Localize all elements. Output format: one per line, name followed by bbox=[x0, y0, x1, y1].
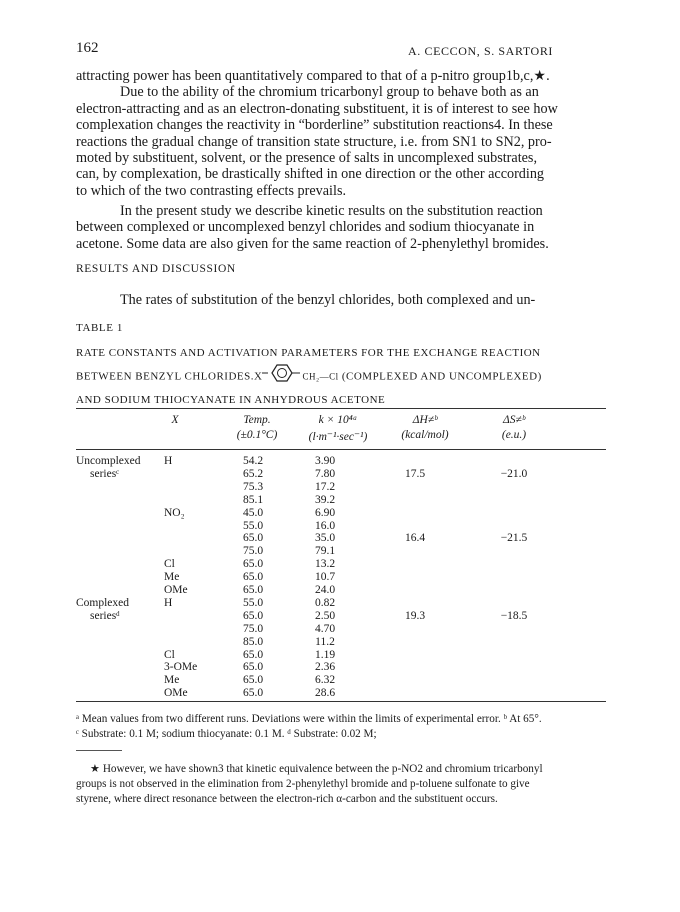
table-row bbox=[0, 636, 680, 649]
cell-x: 3-OMe bbox=[164, 661, 198, 674]
title-group: CH₂—Cl bbox=[302, 371, 339, 382]
table-row bbox=[0, 623, 680, 636]
table-title-line-2 bbox=[76, 364, 616, 390]
p1-line: complexation changes the reactivity in “borderline” substitution reactions4. In these bbox=[76, 117, 553, 134]
cell-k: 6.32 bbox=[314, 674, 336, 687]
cell-x: Cl bbox=[164, 648, 175, 661]
page-number: 162 bbox=[76, 40, 99, 56]
table-row bbox=[0, 507, 680, 520]
table-row bbox=[0, 610, 680, 623]
cell-k: 3.90 bbox=[314, 455, 336, 467]
running-head: A. CECCON, S. SARTORI bbox=[408, 44, 554, 58]
cell-ds: −21.5 bbox=[500, 532, 528, 545]
benzene-ring-icon bbox=[262, 364, 302, 390]
p2-line: In the present study we describe kinetic results on the substitution reaction bbox=[120, 203, 543, 219]
p1-line: attracting power has been quantitatively compared to that of a p-nitro group1b,c,★. bbox=[76, 68, 550, 84]
cell-temp: 55.0 bbox=[242, 519, 264, 532]
cell-dh: 19.3 bbox=[404, 609, 426, 622]
cell-x: Me bbox=[164, 674, 180, 687]
table-row bbox=[0, 481, 680, 494]
footnote-line: ★ However, we have shown3 that kinetic equivalence between the p-NO2 and chromium tricarbonyl bbox=[90, 763, 543, 775]
table-footnote-2: ᶜ Substrate: 0.1 M; sodium thiocyanate: 0.1 M. ᵈ Substrate: 0.02 M; bbox=[76, 728, 377, 740]
col-header-dh: ΔH≠ᵇ bbox=[412, 414, 438, 426]
p2-line: between complexed or uncomplexed benzyl chlorides and sodium thiocyanate in bbox=[76, 219, 535, 236]
cell-x: NO₂ bbox=[164, 506, 185, 519]
paragraph-3: The rates of substitution of the benzyl chlorides, both complexed and un- bbox=[120, 292, 536, 308]
col-header-dh-unit: (kcal/mol) bbox=[401, 429, 449, 441]
cell-series: seriesᵈ bbox=[90, 609, 120, 622]
cell-k: 7.80 bbox=[314, 467, 336, 480]
cell-k: 2.50 bbox=[314, 609, 336, 622]
cell-temp: 65.0 bbox=[242, 609, 264, 622]
cell-temp: 75.0 bbox=[242, 622, 264, 635]
cell-x: H bbox=[164, 596, 173, 609]
cell-temp: 65.0 bbox=[242, 532, 264, 545]
cell-k: 10.7 bbox=[314, 571, 336, 584]
cell-k: 35.0 bbox=[314, 532, 336, 545]
col-header-ds-unit: (e.u.) bbox=[501, 429, 527, 441]
p1-line: to which of the two contrasting effects prevails. bbox=[76, 182, 347, 199]
cell-temp: 65.0 bbox=[242, 584, 264, 596]
table-title-line-3: AND SODIUM THIOCYANATE IN ANHYDROUS ACETONE bbox=[76, 394, 386, 406]
table-row bbox=[0, 520, 680, 533]
cell-ds: −21.0 bbox=[500, 467, 528, 480]
title-post: (COMPLEXED AND UNCOMPLEXED) bbox=[341, 370, 542, 383]
cell-k: 13.2 bbox=[314, 558, 336, 571]
cell-temp: 65.0 bbox=[242, 558, 264, 571]
table-header-rule bbox=[76, 449, 606, 450]
cell-temp: 65.2 bbox=[242, 467, 264, 480]
table-title-line-1: RATE CONSTANTS AND ACTIVATION PARAMETERS FOR THE EXCHANGE REACTION bbox=[76, 347, 541, 359]
table-label: TABLE 1 bbox=[76, 322, 124, 334]
p1-line: Due to the ability of the chromium tricarbonyl group to behave both as an bbox=[120, 84, 539, 101]
footnote-line: groups is not observed in the elimination from 2-phenylethyl bromide and p-toluene sulfonate to give bbox=[76, 778, 530, 790]
p1-line: reactions the gradual change of transition state structure, i.e. from SN1 to SN2, pro- bbox=[76, 133, 552, 150]
col-header-x: X bbox=[171, 414, 179, 426]
cell-temp: 65.0 bbox=[242, 648, 264, 661]
table-row bbox=[0, 674, 680, 687]
cell-temp: 65.0 bbox=[242, 687, 264, 700]
cell-k: 1.19 bbox=[314, 648, 336, 661]
cell-k: 39.2 bbox=[314, 493, 336, 506]
table-row bbox=[0, 558, 680, 571]
table-row bbox=[0, 597, 680, 610]
title-pre: BETWEEN BENZYL CHLORIDES.X bbox=[76, 370, 263, 383]
cell-ds: −18.5 bbox=[500, 609, 528, 622]
cell-x: Cl bbox=[164, 558, 175, 571]
cell-k: 4.70 bbox=[314, 622, 336, 635]
cell-temp: 65.0 bbox=[242, 661, 264, 674]
section-heading: RESULTS AND DISCUSSION bbox=[76, 263, 236, 275]
cell-k: 79.1 bbox=[314, 545, 336, 558]
cell-x: Me bbox=[164, 571, 180, 584]
cell-x: OMe bbox=[164, 584, 188, 596]
p1-line: moted by substituent, solvent, or the presence of salts in uncomplexed substrates, bbox=[76, 150, 538, 167]
paragraph-1 bbox=[76, 68, 612, 199]
cell-temp: 75.0 bbox=[242, 545, 264, 558]
table-row bbox=[0, 571, 680, 584]
table-row bbox=[0, 584, 680, 597]
table-footnote-1: ᵃ Mean values from two different runs. Deviations were within the limits of experimental error. ᵇ At 65°. bbox=[76, 713, 542, 725]
table-row bbox=[0, 455, 680, 468]
table-row bbox=[0, 494, 680, 507]
p1-line: electron-attracting and as an electron-donating substituent, it is of interest to see how bbox=[76, 100, 558, 117]
cell-series: Uncomplexed bbox=[76, 455, 141, 467]
footnote-rule bbox=[76, 750, 122, 751]
col-header-k: k × 10⁴ᵃ bbox=[318, 414, 358, 426]
footnote-line: styrene, where direct resonance between the electron-rich α-carbon and the substituent occurs. bbox=[76, 793, 498, 805]
col-header-temp: Temp. bbox=[243, 414, 271, 426]
cell-k: 17.2 bbox=[314, 480, 336, 493]
cell-temp: 85.1 bbox=[242, 493, 264, 506]
table-row bbox=[0, 545, 680, 558]
table-row bbox=[0, 468, 680, 481]
cell-temp: 65.0 bbox=[242, 571, 264, 584]
table-row bbox=[0, 661, 680, 674]
cell-k: 16.0 bbox=[314, 519, 336, 532]
cell-temp: 55.0 bbox=[242, 596, 264, 609]
page-footnote bbox=[76, 762, 616, 807]
cell-k: 2.36 bbox=[314, 661, 336, 674]
p2-line: acetone. Some data are also given for the same reaction of 2-phenylethyl bromides. bbox=[76, 235, 549, 252]
cell-dh: 16.4 bbox=[404, 532, 426, 545]
table-title bbox=[76, 343, 616, 411]
col-header-temp-unit: (±0.1°C) bbox=[236, 429, 278, 441]
cell-k: 24.0 bbox=[314, 584, 336, 596]
cell-k: 6.90 bbox=[314, 506, 336, 519]
col-header-ds: ΔS≠ᵇ bbox=[503, 414, 525, 426]
cell-temp: 75.3 bbox=[242, 480, 264, 493]
table-bottom-rule bbox=[76, 701, 606, 702]
cell-temp: 54.2 bbox=[242, 455, 264, 467]
table-row bbox=[0, 532, 680, 545]
paragraph-2 bbox=[76, 203, 612, 252]
cell-temp: 45.0 bbox=[242, 506, 264, 519]
cell-temp: 85.0 bbox=[242, 635, 264, 648]
cell-x: OMe bbox=[164, 687, 188, 700]
cell-series: seriesᶜ bbox=[90, 467, 120, 480]
cell-x: H bbox=[164, 455, 173, 467]
table-top-rule bbox=[76, 408, 606, 409]
cell-dh: 17.5 bbox=[404, 467, 426, 480]
col-header-k-unit: (l·m⁻¹·sec⁻¹) bbox=[308, 431, 368, 443]
cell-k: 0.82 bbox=[314, 596, 336, 609]
table-row bbox=[0, 649, 680, 662]
cell-series: Complexed bbox=[76, 596, 130, 609]
cell-k: 28.6 bbox=[314, 687, 336, 700]
p1-line: can, by complexation, be drastically shifted in one direction or the other according bbox=[76, 166, 545, 183]
cell-k: 11.2 bbox=[315, 635, 335, 648]
table-row bbox=[0, 687, 680, 700]
cell-temp: 65.0 bbox=[242, 674, 264, 687]
